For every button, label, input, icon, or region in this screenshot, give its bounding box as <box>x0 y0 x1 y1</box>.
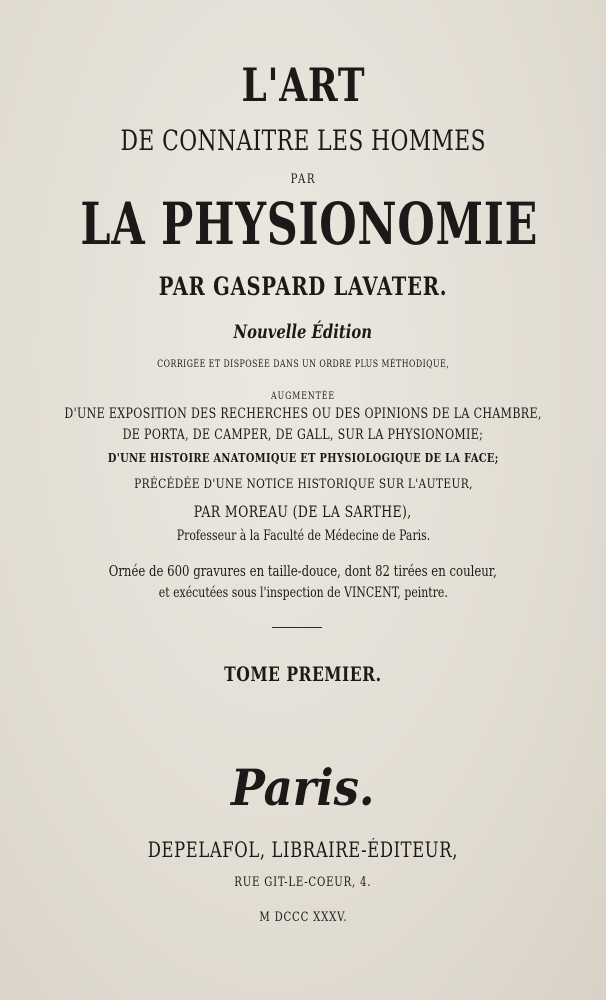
city-line <box>0 758 606 817</box>
editor-title: Professeur à la Faculté de Médecine de Paris. <box>176 528 430 544</box>
publisher: DEPELAFOL, LIBRAIRE-ÉDITEUR, <box>147 838 459 862</box>
address: RUE GIT-LE-COEUR, 4. <box>234 875 372 890</box>
publisher-line <box>0 838 606 862</box>
address-line <box>0 871 606 890</box>
desc-line-3 <box>0 447 606 466</box>
volume-line <box>0 662 606 686</box>
volume: TOME PREMIER. <box>224 662 382 686</box>
desc-line-4 <box>0 473 606 492</box>
augmentee-line <box>0 384 606 403</box>
year-line <box>0 906 606 925</box>
title-line-4 <box>0 190 606 258</box>
edition-sub: CORRIGÉE ET DISPOSÉE DANS UN ORDRE PLUS MÉTHODIQUE, <box>156 359 449 370</box>
desc-1: D'UNE EXPOSITION DES RECHERCHES OU DES OPINIONS DE LA CHAMBRE, <box>64 406 542 422</box>
plates-1: Ornée de 600 gravures en taille-douce, dont 82 tirées en couleur, <box>108 562 498 580</box>
title-par: PAR <box>290 172 316 187</box>
plates-line-2 <box>0 582 606 601</box>
year: M DCCC XXXV. <box>258 910 348 925</box>
desc-4: PRÉCÉDÉE D'UNE NOTICE HISTORIQUE SUR L'AUTEUR, <box>133 477 473 492</box>
desc-2: DE PORTA, DE CAMPER, DE GALL, SUR LA PHYSIONOMIE; <box>122 427 484 443</box>
edition: Nouvelle Édition <box>233 321 373 343</box>
title-lart: L'ART <box>241 58 365 112</box>
title-line-1 <box>0 58 606 112</box>
desc-line-2 <box>0 424 606 443</box>
plates-2: et exécutées sous l'inspection de VINCENT, peintre. <box>158 585 448 601</box>
city: Paris. <box>231 758 375 817</box>
title-line-2 <box>0 124 606 157</box>
edition-line <box>0 321 606 343</box>
augmentee: AUGMENTÉE <box>271 391 335 402</box>
desc-3: D'UNE HISTOIRE ANATOMIQUE ET PHYSIOLOGIQUE DE LA FACE; <box>107 451 499 465</box>
plates-line-1 <box>0 561 606 580</box>
separator-rule <box>272 627 322 628</box>
editor-line <box>0 502 606 521</box>
author: PAR GASPARD LAVATER. <box>158 272 448 301</box>
desc-line-1 <box>0 403 606 422</box>
editor-title-line <box>0 525 606 544</box>
title-subtitle: DE CONNAITRE LES HOMMES <box>120 124 486 157</box>
main-title: LA PHYSIONOMIE <box>80 190 539 258</box>
edition-sub-line <box>0 352 606 371</box>
title-line-3 <box>0 168 606 187</box>
author-line <box>0 272 606 301</box>
editor: PAR MOREAU (DE LA SARTHE), <box>194 502 412 521</box>
